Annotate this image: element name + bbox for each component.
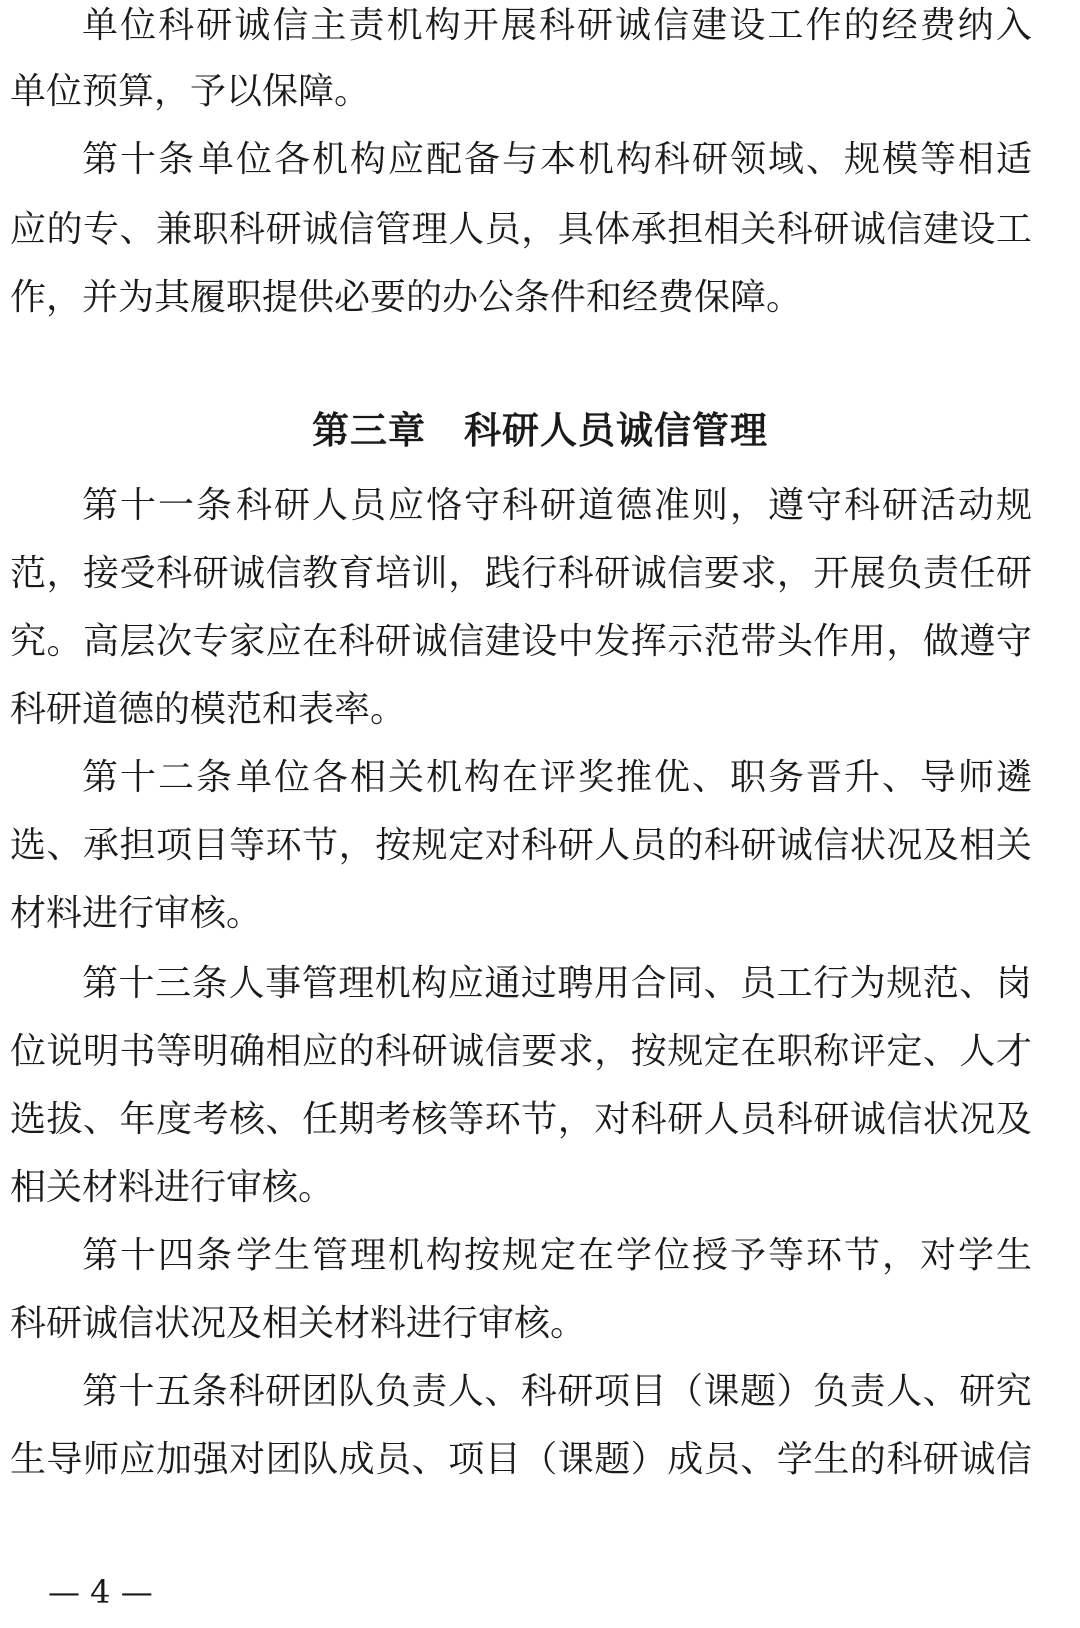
article-13-line-1: 第 十 三 条 人 事 管 理 机 构 应 通 过 聘 用 合 同 、 员 工 行 为 规 范 、 岗 — [82, 963, 1032, 1004]
chapter-heading: 第三章 科研人员诚信管理 — [312, 409, 768, 452]
article-12-line-3: 材料进行审核。 — [10, 893, 263, 934]
article-12-line-1: 第 十 二 条 单 位 各 相 关 机 构 在 评 奖 推 优 、 职 务 晋 升 、 导 师 遴 — [82, 757, 1032, 798]
article-13-line-2: 位 说 明 书 等 明 确 相 应 的 科 研 诚 信 要 求 ， 按 规 定 在 职 称 评 定 、 人 才 — [10, 1031, 1032, 1072]
article-15-line-1: 第 十 五 条 科 研 团 队 负 责 人 、 科 研 项 目 （ 课 题 ） 负 责 人 、 研 究 — [82, 1371, 1032, 1412]
page-number: — 4 — — [48, 1573, 153, 1611]
article-11-line-2: 范 ， 接 受 科 研 诚 信 教 育 培 训 ， 践 行 科 研 诚 信 要 求 ， 开 展 负 责 任 研 — [10, 553, 1032, 594]
article-11-line-4: 科研道德的模范和表率。 — [10, 689, 407, 730]
article-11-line-3: 究 。 高 层 次 专 家 应 在 科 研 诚 信 建 设 中 发 挥 示 范 带 头 作 用 ， 做 遵 守 — [10, 621, 1032, 662]
article-13-line-4: 相关材料进行审核。 — [10, 1167, 335, 1208]
article-10-line-1: 第 十 条 单 位 各 机 构 应 配 备 与 本 机 构 科 研 领 域 、 规 模 等 相 适 — [82, 139, 1032, 180]
article-11-line-1: 第 十 一 条 科 研 人 员 应 恪 守 科 研 道 德 准 则 ， 遵 守 科 研 活 动 规 — [82, 485, 1032, 526]
article-15-line-2: 生 导 师 应 加 强 对 团 队 成 员 、 项 目 （ 课 题 ） 成 员 、 学 生 的 科 研 诚 信 — [10, 1439, 1032, 1480]
article-14-line-2: 科研诚信状况及相关材料进行审核。 — [10, 1303, 587, 1344]
article-12-line-2: 选 、 承 担 项 目 等 环 节 ， 按 规 定 对 科 研 人 员 的 科 研 诚 信 状 况 及 相 关 — [10, 825, 1032, 866]
article-10-line-3: 作，并为其履职提供必要的办公条件和经费保障。 — [10, 277, 803, 318]
article-14-line-1: 第 十 四 条 学 生 管 理 机 构 按 规 定 在 学 位 授 予 等 环 节 ， 对 学 生 — [82, 1235, 1032, 1276]
text-line-1: 单 位 科 研 诚 信 主 责 机 构 开 展 科 研 诚 信 建 设 工 作 的 经 费 纳 入 — [82, 5, 1032, 46]
article-13-line-3: 选 拔 、 年 度 考 核 、 任 期 考 核 等 环 节 ， 对 科 研 人 员 科 研 诚 信 状 况 及 — [10, 1099, 1032, 1140]
text-line-2: 单位预算，予以保障。 — [10, 71, 371, 112]
article-10-line-2: 应 的 专 、 兼 职 科 研 诚 信 管 理 人 员 ， 具 体 承 担 相 关 科 研 诚 信 建 设 工 — [10, 209, 1032, 250]
